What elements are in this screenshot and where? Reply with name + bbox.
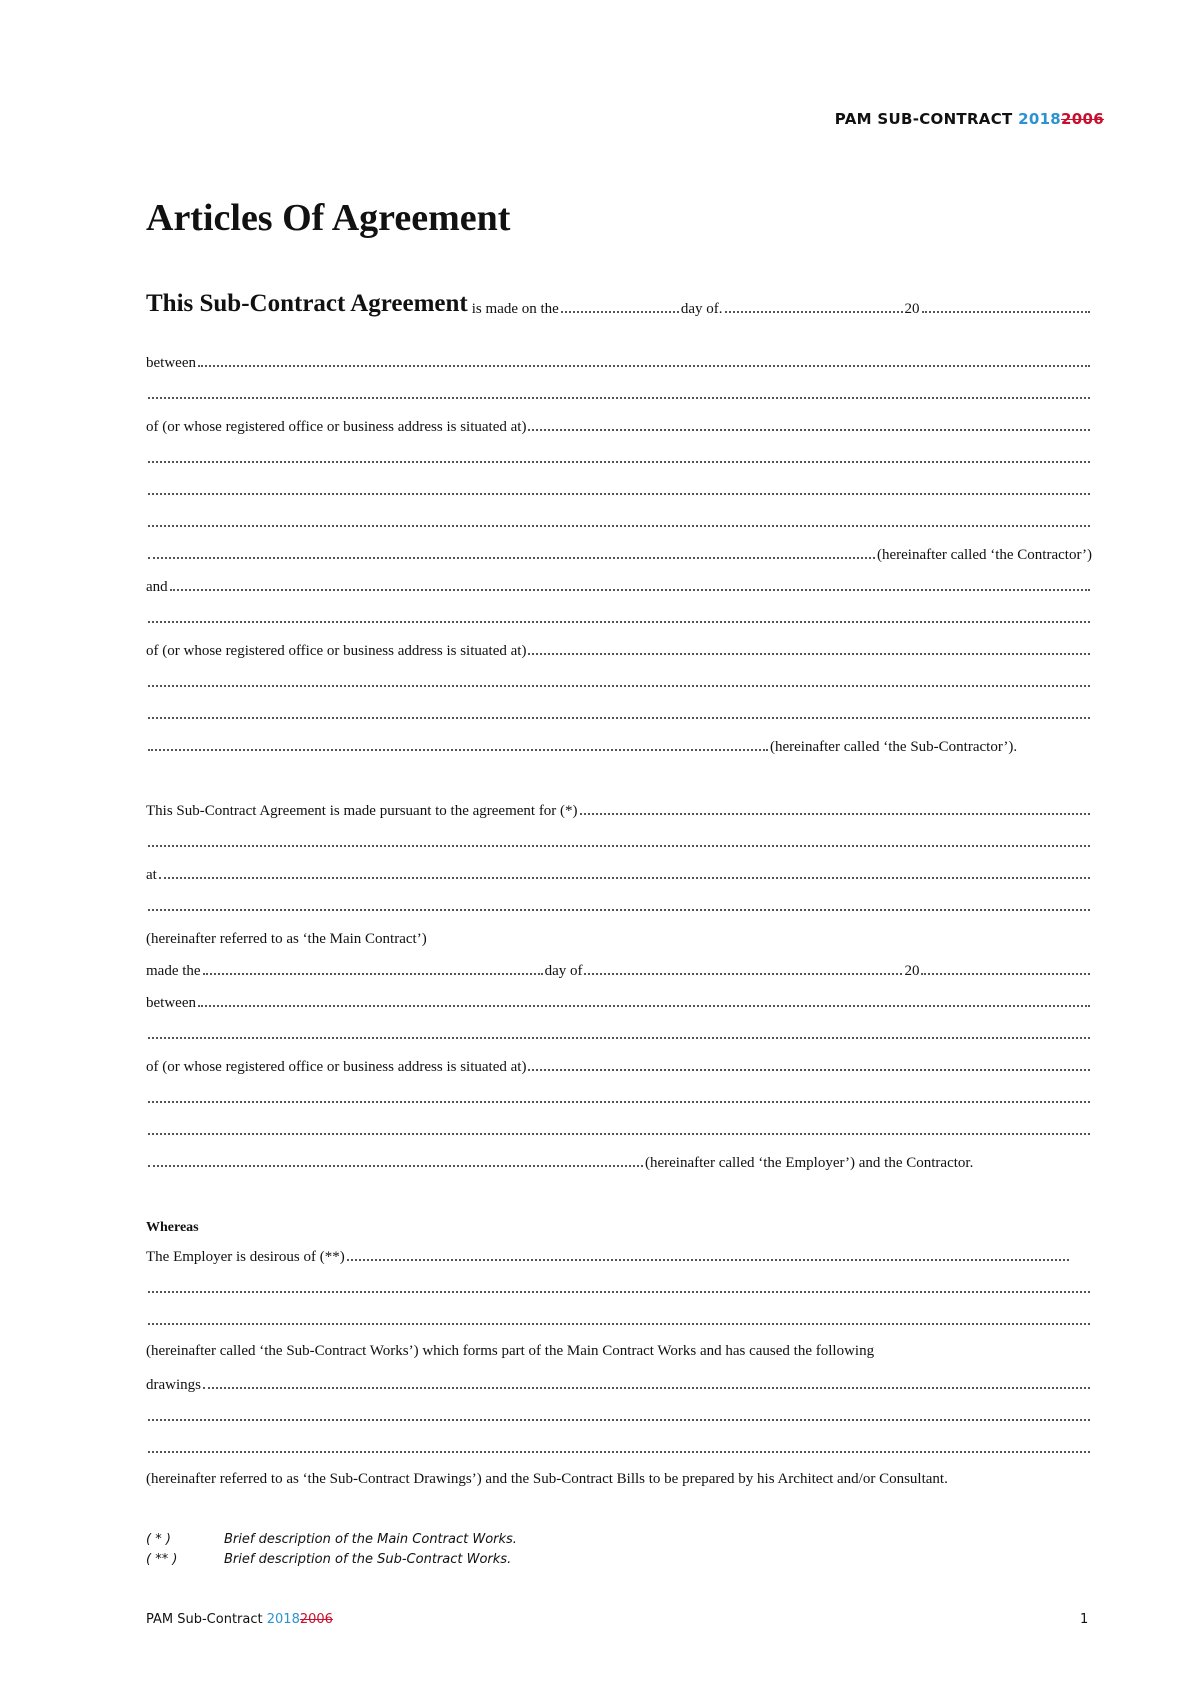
employer-address-line-2 [146, 1086, 1092, 1108]
site-field[interactable] [159, 877, 1090, 879]
page-title: Articles Of Agreement [146, 197, 511, 239]
contractor-address-field-5[interactable] [148, 557, 875, 559]
header-title: PAM SUB-CONTRACT [834, 110, 1013, 128]
subcontractor-address-field-2[interactable] [148, 685, 1090, 687]
main-works-field[interactable] [580, 813, 1090, 815]
contractor-name-field-2[interactable] [148, 397, 1090, 399]
at-label: at [146, 867, 157, 883]
footer-year-new: 2018 [266, 1612, 300, 1627]
subcontract-works-field-2[interactable] [148, 1291, 1090, 1293]
employer-name-field-2[interactable] [148, 1037, 1090, 1039]
drawings-label: drawings [146, 1377, 201, 1393]
desirous-label: The Employer is desirous of (**) [146, 1249, 345, 1265]
footnote-text: Brief description of the Main Contract Works. [224, 1532, 517, 1547]
employer-address-line-3 [146, 1118, 1092, 1140]
employer-address-field-2[interactable] [148, 1101, 1090, 1103]
subcontractor-name-field[interactable] [170, 589, 1090, 591]
year-prefix: 20 [904, 963, 920, 979]
subcontractor-address-line-3 [146, 702, 1092, 724]
running-header [835, 110, 1104, 128]
whereas-heading-text: Whereas [146, 1220, 199, 1235]
contractor-address-field[interactable] [528, 429, 1090, 431]
main-contract-referred-line [146, 926, 1092, 948]
contractor-between-line [146, 350, 1092, 372]
month-field[interactable] [725, 311, 903, 313]
header-year-new: 2018 [1018, 110, 1062, 128]
between-label: between [146, 355, 196, 371]
contractor-address-line [146, 414, 1092, 436]
main-works-line-2 [146, 830, 1092, 852]
employer-address-line [146, 1054, 1092, 1076]
subcontract-works-line-2 [146, 1276, 1092, 1298]
subcontractor-and-line [146, 574, 1092, 596]
pursuant-label: This Sub-Contract Agreement is made pursuant to the agreement for (*) [146, 803, 578, 819]
footer-year-old: 2006 [299, 1612, 333, 1627]
address-label: of (or whose registered office or business address is situated at) [146, 419, 527, 435]
subcontractor-address-field-3[interactable] [148, 717, 1090, 719]
subcontractor-address-field-4[interactable] [148, 749, 768, 751]
employer-address-field[interactable] [528, 1069, 1090, 1071]
drawings-line-2 [146, 1404, 1092, 1426]
subcontract-works-line-3 [146, 1308, 1092, 1330]
site-field-2[interactable] [148, 909, 1090, 911]
day-field[interactable] [561, 311, 679, 313]
employer-suffix: (hereinafter called ‘the Employer’) and the Contractor. [645, 1155, 974, 1171]
employer-address-field-3[interactable] [148, 1133, 1090, 1135]
contractor-address-field-2[interactable] [148, 461, 1090, 463]
address-label: of (or whose registered office or business address is situated at) [146, 643, 527, 659]
main-contract-date-line [146, 958, 1092, 980]
subcontractor-address-field[interactable] [528, 653, 1090, 655]
footnote-subcontract-works [146, 1552, 511, 1567]
address-label: of (or whose registered office or business address is situated at) [146, 1059, 527, 1075]
agreement-date-line [146, 284, 1092, 318]
pursuant-line [146, 798, 1092, 820]
subcontractor-suffix-line [146, 734, 1092, 756]
subcontractor-address-line-2 [146, 670, 1092, 692]
works-paragraph: (hereinafter called ‘the Sub-Contract Works’) which forms part of the Main Contract Works and has caused the following [146, 1343, 875, 1359]
day-of-label: day of. [680, 301, 723, 317]
made-on-label: is made on the [471, 301, 559, 317]
employer-name-line-2 [146, 1022, 1092, 1044]
footnote-mark: ( * ) [146, 1532, 171, 1547]
drawings-field[interactable] [203, 1387, 1090, 1389]
and-label: and [146, 579, 168, 595]
subcontractor-address-line [146, 638, 1092, 660]
contractor-address-line-4 [146, 510, 1092, 532]
contractor-name-line-2 [146, 382, 1092, 404]
footnote-main-works [146, 1532, 517, 1547]
page-number: 1 [1080, 1612, 1089, 1627]
employer-suffix-line [146, 1150, 1092, 1172]
main-month-field[interactable] [584, 973, 902, 975]
drawings-line [146, 1372, 1092, 1394]
footnote-text: Brief description of the Sub-Contract Works. [224, 1552, 512, 1567]
subcontract-works-field-3[interactable] [148, 1323, 1090, 1325]
at-line [146, 862, 1092, 884]
agreement-lead: This Sub-Contract Agreement [146, 290, 468, 317]
contractor-name-field[interactable] [198, 365, 1090, 367]
year-field[interactable] [922, 311, 1091, 313]
contractor-suffix: (hereinafter called ‘the Contractor’) [876, 547, 1092, 563]
desirous-line [146, 1244, 1092, 1266]
subcontractor-name-field-2[interactable] [148, 621, 1090, 623]
main-day-field[interactable] [203, 973, 543, 975]
contractor-suffix-line [146, 542, 1092, 564]
subcontractor-name-line-2 [146, 606, 1092, 628]
site-line-2 [146, 894, 1092, 916]
running-footer [146, 1612, 333, 1627]
contractor-address-line-2 [146, 446, 1092, 468]
day-of-label: day of [544, 963, 583, 979]
drawings-paragraph: (hereinafter referred to as ‘the Sub-Contract Drawings’) and the Sub-Contract Bills to be prepared by his Architect and/or Consultant. [146, 1471, 948, 1487]
contractor-address-line-3 [146, 478, 1092, 500]
subcontractor-suffix: (hereinafter called ‘the Sub-Contractor’). [770, 739, 1018, 755]
main-contract-referred: (hereinafter referred to as ‘the Main Contract’) [146, 931, 427, 947]
drawings-line-3 [146, 1436, 1092, 1458]
contractor-address-field-4[interactable] [148, 525, 1090, 527]
employer-address-field-4[interactable] [148, 1165, 643, 1167]
between-label: between [146, 995, 196, 1011]
whereas-heading [146, 1214, 1092, 1236]
employer-name-field[interactable] [198, 1005, 1090, 1007]
subcontract-works-field[interactable] [347, 1259, 1069, 1261]
footer-label: PAM Sub-Contract [146, 1612, 263, 1627]
drawings-field-2[interactable] [148, 1419, 1090, 1421]
drawings-field-3[interactable] [148, 1451, 1090, 1453]
employer-between-line [146, 990, 1092, 1012]
header-year-old: 2006 [1061, 110, 1104, 128]
main-works-field-2[interactable] [148, 845, 1090, 847]
main-year-field[interactable] [921, 973, 1090, 975]
made-the-label: made the [146, 963, 201, 979]
contractor-address-field-3[interactable] [148, 493, 1090, 495]
year-prefix: 20 [904, 301, 920, 317]
footnote-mark: ( ** ) [146, 1552, 178, 1567]
